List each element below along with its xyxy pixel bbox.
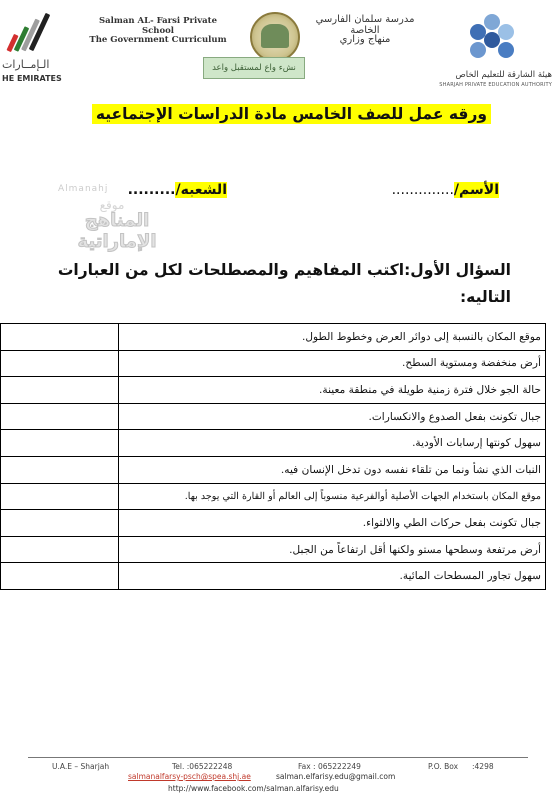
table-row [1,403,546,430]
answer-cell[interactable] [1,563,119,590]
table-row [1,510,546,537]
description-cell: جبال تكونت بفعل الصدوع والانكسارات. [119,403,546,430]
footer-po-box-label: P.O. Box [428,762,459,771]
table-row [1,430,546,457]
description-cell: موقع المكان باستخدام الجهات الأصلية أوالفرعية منسوباً إلى العالم أو القارة التي يوجد بها. [119,483,546,510]
description-cell: موقع المكان بالنسبة إلى دوائر العرض وخطوط الطول. [119,324,546,351]
footer-email-2: salman.elfarisy.edu@gmail.com [276,772,396,781]
authority-name-arabic: هيئة الشارقة للتعليم الخاص [455,70,552,80]
uae-logo-arabic: الـإمــارات [2,58,50,71]
school-slogan: نشء واع لمستقبل واعد [203,57,305,79]
answer-cell[interactable] [1,350,119,377]
answer-cell[interactable] [1,483,119,510]
answer-cell[interactable] [1,324,119,351]
section-label: الشعبه/ [175,182,227,198]
table-row [1,456,546,483]
description-cell: حالة الجو خلال فترة زمنية طويلة في منطقة معينة. [119,377,546,404]
answer-cell[interactable] [1,403,119,430]
footer-po-box-value: :4298 [472,762,494,771]
table-row [1,536,546,563]
name-label: الأسم/ [453,182,499,198]
answer-cell[interactable] [1,377,119,404]
table-row [1,563,546,590]
worksheet-title: ورقه عمل للصف الخامس مادة الدراسات الإجتماعيه [92,104,491,124]
watermark-line2: موقع [99,198,125,212]
answer-cell[interactable] [1,456,119,483]
school-emblem-icon [250,12,300,62]
footer-fax: Fax : 065222249 [298,762,361,771]
table-row [1,324,546,351]
name-blank: .............. [391,182,454,198]
section-blank: ......... [127,182,176,198]
uae-logo-english: HE EMIRATES [2,74,62,83]
uae-logo [2,12,62,84]
terms-table [0,323,546,590]
watermark [58,184,178,254]
description-cell: سهول تجاور المسطحات المائية. [119,563,546,590]
description-cell: النبات الذي نشأ ونما من تلقاء نفسه دون تدخل الإنسان فيه. [119,456,546,483]
table-row [1,350,546,377]
answer-cell[interactable] [1,510,119,537]
footer-divider [28,757,528,758]
answer-cell[interactable] [1,430,119,457]
spea-logo-icon [462,14,522,68]
question-heading: السؤال الأول:اكتب المفاهيم والمصطلحات لكل من العبارات التاليه: [57,261,511,306]
footer-facebook: http://www.facebook.com/salman.alfarisy.edu [168,784,339,793]
footer-location: U.A.E – Sharjah [52,762,110,771]
uae-logo-bars-icon [6,12,50,56]
description-cell: أرض مرتفعة وسطحها مستو ولكنها أقل ارتفاعاً من الجبل. [119,536,546,563]
curriculum-english: The Government Curriculum [89,35,227,45]
curriculum-arabic: منهاج وزاري [339,34,391,45]
watermark-line1: Almanahj [58,184,109,194]
table-row [1,483,546,510]
authority-name-english: SHARJAH PRIVATE EDUCATION AUTHORITY [439,82,552,88]
school-name-arabic: مدرسة سلمان الفارسي الخاصة [315,14,415,36]
watermark-line3: المناهج الإماراتية [77,210,157,252]
description-cell: أرض منخفضة ومستوية السطح. [119,350,546,377]
table-row [1,377,546,404]
description-cell: جبال تكونت بفعل حركات الطي والالتواء. [119,510,546,537]
school-name-english: Salman AL- Farsi Private School [99,16,217,36]
footer-email-link[interactable]: salmanalfarsy-psch@spea.shj.ae [128,772,251,781]
name-field [392,182,499,198]
footer-tel: Tel. :065222248 [172,762,233,771]
description-cell: سهول كونتها إرسابات الأودية. [119,430,546,457]
answer-cell[interactable] [1,536,119,563]
